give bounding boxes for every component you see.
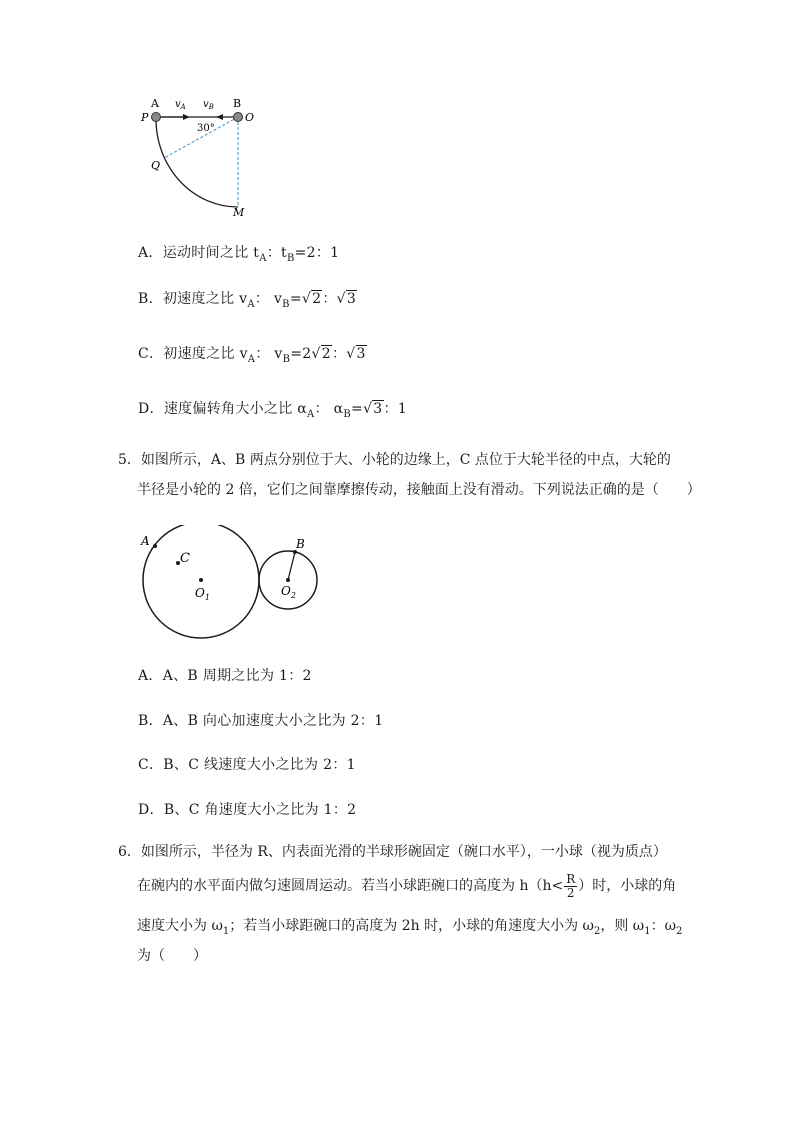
q5-option-a[interactable]: A．A、B 周期之比为 1：2 [138,668,312,684]
projectile-figure [130,90,260,225]
arrowhead-vB [216,114,223,120]
label-B: B [296,537,305,551]
sqrt-3: √3 [363,401,383,417]
point-O1 [199,578,203,582]
q5-option-b[interactable]: B．A、B 向心加速度大小之比为 2：1 [138,713,384,729]
q5-stem-line1: 5．如图所示，A、B 两点分别位于大、小轮的边缘上，C 点位于大轮半径的中点，大轮的 [118,452,671,468]
label-vB: $v_B$ [203,99,214,111]
sqrt-3: √3 [346,346,366,362]
q4-option-a[interactable]: A．运动时间之比 $t_A$：$t_B=2$：1 [138,245,340,264]
q5-option-d[interactable]: D．B、C 角速度大小之比为 1：2 [138,802,357,818]
label-Q: Q [151,159,161,172]
sqrt-2: √2 [311,346,331,362]
label-O2: $O_2$ [281,584,296,600]
fraction-R-over-2: $\frac{R}{2}$ [566,871,576,900]
q5-stem-line2: 半径是小轮的 2 倍，它们之间靠摩擦传动，接触面上没有滑动。下列说法正确的是（ ） [137,482,701,498]
q4-option-c[interactable]: C．初速度之比 $v_A$： $v_B=2√2$：√3 [138,346,366,365]
label-angle: 30° [197,123,215,134]
q6-stem-line3: 速度大小为 $\omega_1$；若当小球距碗口的高度为 2h 时，小球的角速度大小为 $\omega_2$，则 $\omega_1$：$\omega_2$ [137,918,683,937]
q5-option-c[interactable]: C．B、C 线速度大小之比为 2：1 [138,757,356,773]
q6-stem-line1: 6．如图所示，半径为 R、内表面光滑的半球形碗固定（碗口水平），一小球（视为质点） [118,844,667,860]
label-O: O [245,111,255,124]
label-M: M [233,206,245,219]
ball-B [234,113,243,122]
label-B: B [233,97,242,110]
ball-A [152,113,161,122]
wheels-figure [133,525,333,650]
label-C: C [180,551,190,566]
arrowhead-vA [183,114,190,120]
label-O1: $O_1$ [195,586,210,602]
sqrt-3: √3 [336,291,357,307]
sqrt-2: √2 [301,291,322,307]
label-vA: $v_A$ [175,99,186,111]
point-A [153,544,157,548]
q6-stem-line4: 为（ ） [137,948,207,964]
label-P: P [141,111,149,124]
q4-option-d[interactable]: D．速度偏转角大小之比 $\alpha_A$： $\alpha_B=√3$：1 [138,401,408,420]
label-A: A [141,534,150,548]
q4-option-b[interactable]: B．初速度之比 $v_A$： $v_B=√2$：√3 [138,291,357,310]
label-A: A [151,97,159,110]
radius-O2-B [288,552,295,580]
q6-stem-line2: 在碗内的水平面内做匀速圆周运动。若当小球距碗口的高度为 h（h< $\frac{R}{2}$ ）时，小球的角 [137,871,677,900]
